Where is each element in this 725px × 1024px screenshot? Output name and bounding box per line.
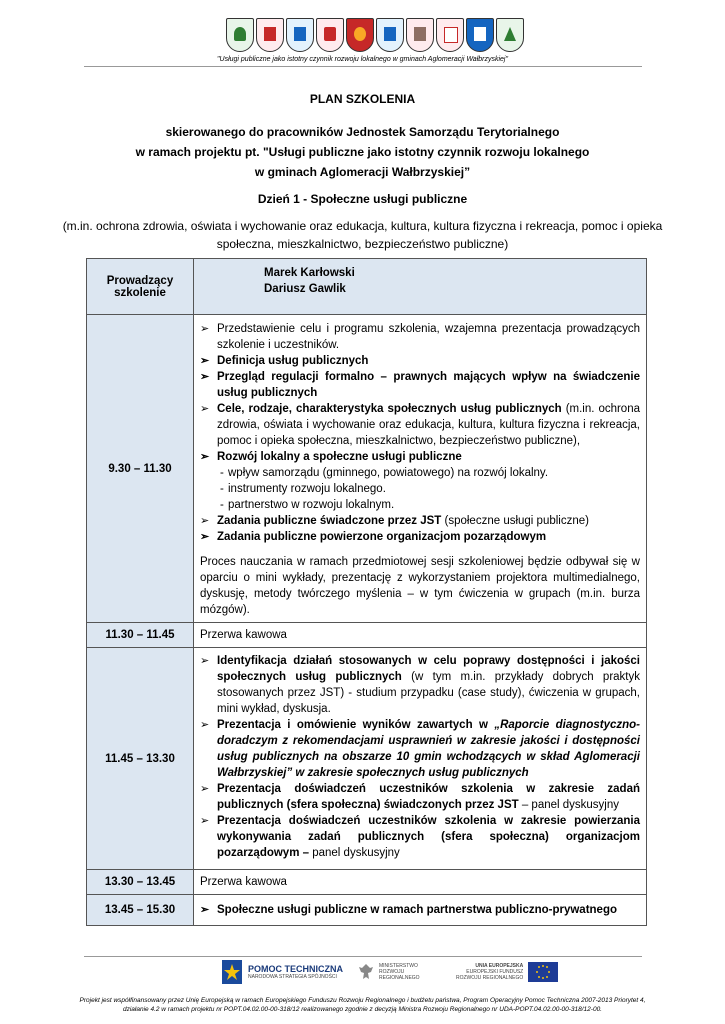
logo-text: ROZWOJU — [379, 969, 405, 975]
table-row — [87, 895, 647, 926]
agenda-item-bold: Identyfikacja działań stosowanych w celu poprawy dostępności i jakości społecznych usług publicznych — [217, 655, 640, 683]
agenda-item — [200, 813, 640, 861]
agenda-item-bold: Cele, rodzaje, charakterystyka społecznych usług publicznych — [217, 403, 562, 415]
crest-icon — [256, 18, 284, 52]
agenda-item — [200, 653, 640, 717]
logo-subtext: NARODOWA STRATEGIA SPÓJNOŚCI — [248, 974, 337, 980]
agenda-item: ➢ Rozwój lokalny a społeczne usługi publiczne — [200, 449, 640, 465]
presenter-name: Dariusz Gawlik — [264, 283, 346, 295]
presenter-label: szkolenie — [114, 286, 166, 299]
footer-line: Projekt jest współfinansowany przez Unię Europejską w ramach Europejskiego Funduszu Rozwoju Regionalnego i budżetu państwa, Program Operacyjny Pomoc Techniczna 2007-2013 Priorytet 4, — [79, 997, 646, 1004]
logo-text: UNIA EUROPEJSKA — [475, 963, 524, 969]
agenda-list — [200, 321, 640, 465]
agenda-item-text: (w tym m.in. przykłady dobrych praktyk stosowanych przez JST) - studium przypadku (case study), ćwiczenia w grupach, mini wykład, dyskusja. — [217, 671, 640, 715]
agenda-item-text: (m.in. ochrona zdrowia, oświata i wychowanie oraz edukacja, kultura, kultura fizyczna i rekreacja, pomoc i opieka społeczna, mieszkalnictwo, bezpieczeństwo publiczne), — [217, 403, 640, 447]
presenter-label-cell — [87, 259, 194, 315]
agenda-item: ➢ Definicja usług publicznych — [200, 353, 640, 369]
funding-logos — [0, 960, 725, 988]
municipal-crests-row — [226, 18, 524, 52]
session-content — [194, 895, 647, 926]
session-time: 9.30 – 11.30 — [87, 315, 194, 623]
agenda-item — [200, 513, 640, 529]
day-heading: Dzień 1 - Społeczne usługi publiczne — [257, 192, 468, 206]
nss-star-icon — [222, 960, 242, 984]
break-time: 13.30 – 13.45 — [87, 870, 194, 895]
crest-icon — [376, 18, 404, 52]
agenda-item-bold: Zadania publiczne świadczone przez JST — [217, 515, 442, 527]
table-row — [87, 315, 647, 623]
break-label: Przerwa kawowa — [194, 870, 647, 895]
session-note: Proces nauczania w ramach przedmiotowej sesji szkoleniowej będzie odbywał się w oparciu o mini wykłady, prezentację z wykorzystaniem projektora multimedialnego, dyskusję, metody twórczego myślenia – w tym ćwiczenia w grupach (m.in. burza mózgów). — [200, 556, 640, 616]
subtitle-line: w gminach Aglomeracji Wałbrzyskiej” — [254, 165, 471, 179]
document-subtitle — [0, 122, 725, 182]
session-time: 11.45 – 13.30 — [87, 648, 194, 870]
table-row — [87, 870, 647, 895]
table-row — [87, 648, 647, 870]
crest-icon — [406, 18, 434, 52]
eu-logo — [456, 962, 558, 982]
agenda-item-text: panel dyskusyjny — [309, 847, 400, 859]
schedule-table — [86, 258, 647, 926]
presenter-name: Marek Karłowski — [264, 267, 355, 279]
ministry-logo — [358, 962, 420, 982]
break-time: 11.30 – 11.45 — [87, 623, 194, 648]
sub-item: - partnerstwo w rozwoju lokalnym. — [217, 497, 640, 513]
crest-icon — [496, 18, 524, 52]
pomoc-techniczna-logo — [222, 960, 343, 984]
agenda-list — [200, 513, 640, 545]
agenda-item-text: – panel dyskusyjny — [518, 799, 620, 811]
table-row — [87, 623, 647, 648]
agenda-item — [200, 781, 640, 813]
agenda-item-italic: „Raporcie diagnostyczno-doradczym z rekomendacjami usprawnień w zakresie jakości i dostępności usług publicznych na obszarze 10 gmin wchodzących w skład Aglomeracji Wałbrzyskiej” w zakresie społecznych usług publicznych — [217, 719, 640, 779]
subtitle-line: w ramach projektu pt. "Usługi publiczne jako istotny czynnik rozwoju lokalnego — [135, 145, 590, 159]
agenda-item: ➢ Zadania publiczne powierzone organizacjom pozarządowym — [200, 529, 640, 545]
subitem-list — [200, 465, 640, 513]
crest-icon — [436, 18, 464, 52]
agenda-item: ➢ Społeczne usługi publiczne w ramach partnerstwa publiczno-prywatnego — [200, 902, 640, 918]
agenda-item — [200, 401, 640, 449]
agenda-item-bold: Prezentacja doświadczeń uczestników szkolenia w zakresie powierzania wykonywania zadań publicznych (sfera społeczna) organizacjom pozarządowym – — [217, 815, 640, 859]
agenda-list — [200, 653, 640, 861]
agenda-item: ➢ Przegląd regulacji formalno – prawnych mających wpływ na świadczenie usług publicznych — [200, 369, 640, 401]
crest-icon — [316, 18, 344, 52]
agenda-item-text: (społeczne usługi publiczne) — [441, 515, 589, 527]
sub-item: - instrumenty rozwoju lokalnego. — [217, 481, 640, 497]
session-content — [194, 648, 647, 870]
logo-text: ROZWOJU REGIONALNEGO — [456, 975, 524, 981]
agenda-item — [200, 717, 640, 781]
crest-icon — [466, 18, 494, 52]
subtitle-line: skierowanego do pracowników Jednostek Samorządu Terytorialnego — [165, 125, 560, 139]
presenter-label: Prowadzący — [106, 274, 174, 287]
funding-footer — [60, 996, 665, 1014]
logo-text: POMOC TECHNICZNA — [248, 964, 343, 974]
sub-item: - wpływ samorządu (gminnego, powiatowego) na rozwój lokalny. — [217, 465, 640, 481]
table-row — [87, 259, 647, 315]
session-content — [194, 315, 647, 623]
document-title: PLAN SZKOLENIA — [309, 92, 416, 106]
header-divider — [84, 66, 642, 67]
session-time: 13.45 – 15.30 — [87, 895, 194, 926]
break-label: Przerwa kawowa — [194, 623, 647, 648]
agenda-item-bold: Prezentacja i omówienie wyników zawartych w — [217, 719, 495, 731]
eu-flag-icon — [528, 962, 558, 982]
presenters-cell — [194, 259, 647, 315]
footer-line: działanie 4.2 w ramach projektu nr POPT.04.02.00-00-318/12 realizowanego zgodnie z decyzją Ministra Rozwoju Regionalnego nr UDA-POPT.04.02.00-00-318/12-00. — [123, 1006, 602, 1013]
agenda-item-bold: Prezentacja doświadczeń uczestników szkolenia w zakresie zadań publicznych (sfera społeczna) świadczonych przez JST — [217, 783, 640, 811]
project-tagline: "Usługi publiczne jako istotny czynnik rozwoju lokalnego w gminach Aglomeracji Wałbrzyskiej" — [217, 56, 508, 63]
crest-icon — [286, 18, 314, 52]
agenda-list — [200, 902, 640, 918]
agenda-item: ➢ Przedstawienie celu i programu szkolenia, wzajemna prezentacja prowadzących szkolenie i uczestników. — [200, 321, 640, 353]
logo-text: EUROPEJSKI FUNDUSZ — [466, 969, 524, 975]
crest-icon — [346, 18, 374, 52]
logo-text: MINISTERSTWO — [379, 963, 418, 969]
eagle-icon — [358, 962, 374, 982]
footer-divider — [84, 956, 642, 957]
crest-icon — [226, 18, 254, 52]
logo-text: REGIONALNEGO — [379, 975, 420, 981]
topics-description: (m.in. ochrona zdrowia, oświata i wychowanie oraz edukacja, kultura, kultura fizyczna i rekreacja, pomoc i opieka społeczna, mieszkalnictwo, bezpieczeństwo publiczne) — [62, 219, 663, 251]
